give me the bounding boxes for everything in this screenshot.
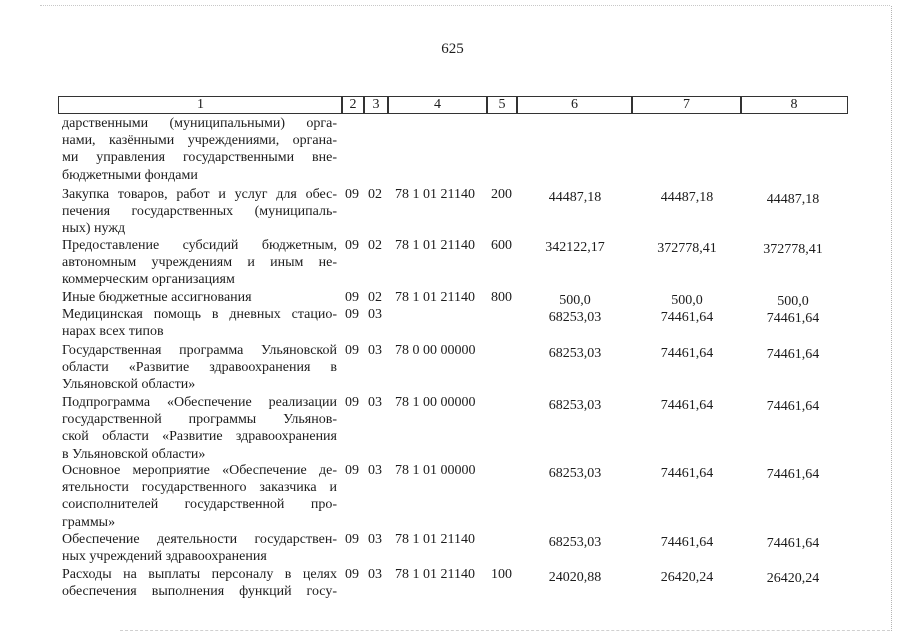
- header-col-4: 4: [387, 96, 488, 114]
- row-name-line: дарственными (муниципальными) орга-: [62, 116, 337, 131]
- row-value-col6: 500,0: [559, 293, 591, 308]
- row-name-line: соисполнителей государственной про-: [62, 497, 337, 513]
- row-name-line: обеспечения выполнения функций госу-: [62, 584, 337, 600]
- row-value-col6: 68253,03: [548, 346, 602, 361]
- row-razdel: 09: [345, 532, 359, 547]
- row-name: [62, 306, 337, 340]
- row-value-col7: 74461,64: [660, 310, 714, 325]
- row-name: [62, 342, 337, 394]
- row-target-article: 78 1 00 00000: [395, 395, 476, 410]
- row-value-col8: 74461,64: [766, 347, 820, 362]
- row-name: [62, 237, 337, 289]
- row-name-line: нарах всех типов: [62, 324, 164, 340]
- row-name: [62, 566, 337, 600]
- row-name-line: Медицинская помощь в дневных стацио-: [62, 307, 337, 322]
- header-col-1: 1: [58, 96, 343, 114]
- header-col-5: 5: [486, 96, 518, 114]
- row-name-line: ми управления государственными вне-: [62, 150, 337, 166]
- scan-edge-top: [40, 5, 890, 6]
- row-value-col8: 500,0: [777, 294, 809, 309]
- row-value-col8: 26420,24: [766, 571, 820, 586]
- row-podrazdel: 03: [368, 532, 382, 547]
- row-name: [62, 531, 337, 565]
- header-col-2: 2: [341, 96, 365, 114]
- row-name-line: печения государственных (муниципаль-: [62, 204, 337, 220]
- row-value-col7: 74461,64: [660, 466, 714, 481]
- row-podrazdel: 03: [368, 567, 382, 582]
- row-name-line: граммы»: [62, 514, 116, 530]
- row-name-line: ятельности государственного заказчика и: [62, 480, 337, 496]
- row-razdel: 09: [345, 343, 359, 358]
- row-podrazdel: 02: [368, 238, 382, 253]
- row-value-col8: 74461,64: [766, 311, 820, 326]
- row-target-article: 78 1 01 00000: [395, 463, 476, 478]
- row-name: [62, 394, 337, 463]
- row-name-line: Подпрограмма «Обеспечение реализации: [62, 395, 337, 410]
- row-target-article: 78 1 01 21140: [395, 532, 475, 547]
- header-col-6: 6: [516, 96, 633, 114]
- row-value-col6: 68253,03: [548, 310, 602, 325]
- row-value-col7: 44487,18: [660, 190, 714, 205]
- row-podrazdel: 02: [368, 187, 382, 202]
- row-name-line: Закупка товаров, работ и услуг для обес-: [62, 187, 337, 202]
- scan-edge-bottom: [120, 630, 890, 631]
- row-target-article: 78 1 01 21140: [395, 290, 475, 305]
- row-value-col6: 68253,03: [548, 398, 602, 413]
- row-name-line: государственной программы Ульянов-: [62, 412, 337, 428]
- row-value-col8: 44487,18: [766, 192, 820, 207]
- row-target-article: 78 0 00 00000: [395, 343, 476, 358]
- row-name-line: ской области «Развитие здравоохранения: [62, 429, 337, 445]
- row-target-article: 78 1 01 21140: [395, 567, 475, 582]
- row-podrazdel: 02: [368, 290, 382, 305]
- row-value-col7: 26420,24: [660, 570, 714, 585]
- row-name-line: бюджетными фондами: [62, 167, 198, 183]
- row-value-col8: 74461,64: [766, 536, 820, 551]
- row-value-col7: 74461,64: [660, 535, 714, 550]
- row-name: [62, 115, 337, 184]
- row-razdel: 09: [345, 567, 359, 582]
- row-name-line: в Ульяновской области»: [62, 446, 206, 462]
- row-name-line: Основное мероприятие «Обеспечение де-: [62, 463, 337, 478]
- row-name-line: ных) нужд: [62, 221, 126, 237]
- row-razdel: 09: [345, 395, 359, 410]
- row-name-line: ных учреждений здравоохранения: [62, 549, 267, 565]
- row-value-col7: 74461,64: [660, 346, 714, 361]
- row-value-col6: 342122,17: [545, 240, 605, 255]
- page-number: 625: [441, 41, 464, 57]
- row-podrazdel: 03: [368, 343, 382, 358]
- row-name-line: Государственная программа Ульяновской: [62, 343, 337, 358]
- row-expense-type: 100: [491, 567, 512, 582]
- row-value-col8: 74461,64: [766, 399, 820, 414]
- header-col-7: 7: [631, 96, 742, 114]
- row-expense-type: 600: [491, 238, 512, 253]
- row-name-line: коммерческим организациям: [62, 272, 235, 288]
- row-razdel: 09: [345, 307, 359, 322]
- scan-edge-right: [891, 6, 892, 631]
- row-name-line: Предоставление субсидий бюджетным,: [62, 238, 337, 253]
- table-header: [58, 96, 847, 113]
- row-name-line: области «Развитие здравоохранения в: [62, 360, 337, 376]
- row-name: [62, 462, 337, 531]
- row-name-line: Расходы на выплаты персоналу в целях: [62, 567, 337, 582]
- row-value-col6: 68253,03: [548, 466, 602, 481]
- row-value-col6: 24020,88: [548, 570, 602, 585]
- row-podrazdel: 03: [368, 307, 382, 322]
- row-razdel: 09: [345, 187, 359, 202]
- row-razdel: 09: [345, 290, 359, 305]
- row-expense-type: 800: [491, 290, 512, 305]
- row-value-col8: 372778,41: [763, 242, 823, 257]
- row-value-col7: 372778,41: [657, 241, 717, 256]
- row-target-article: 78 1 01 21140: [395, 187, 475, 202]
- row-name-line: Ульяновской области»: [62, 377, 196, 393]
- row-value-col7: 74461,64: [660, 398, 714, 413]
- row-expense-type: 200: [491, 187, 512, 202]
- row-name-line: Иные бюджетные ассигнования: [62, 290, 252, 305]
- row-value-col6: 68253,03: [548, 535, 602, 550]
- row-value-col7: 500,0: [671, 293, 703, 308]
- row-name-line: Обеспечение деятельности государствен-: [62, 532, 337, 547]
- row-razdel: 09: [345, 463, 359, 478]
- row-value-col6: 44487,18: [548, 190, 602, 205]
- row-name-line: нами, казёнными учреждениями, органа-: [62, 133, 337, 149]
- row-name: [62, 186, 337, 238]
- row-target-article: 78 1 01 21140: [395, 238, 475, 253]
- row-podrazdel: 03: [368, 395, 382, 410]
- row-razdel: 09: [345, 238, 359, 253]
- row-name: [62, 289, 337, 306]
- row-name-line: автономным учреждениям и иным не-: [62, 255, 337, 271]
- row-podrazdel: 03: [368, 463, 382, 478]
- row-value-col8: 74461,64: [766, 467, 820, 482]
- header-col-8: 8: [740, 96, 848, 114]
- header-col-3: 3: [363, 96, 389, 114]
